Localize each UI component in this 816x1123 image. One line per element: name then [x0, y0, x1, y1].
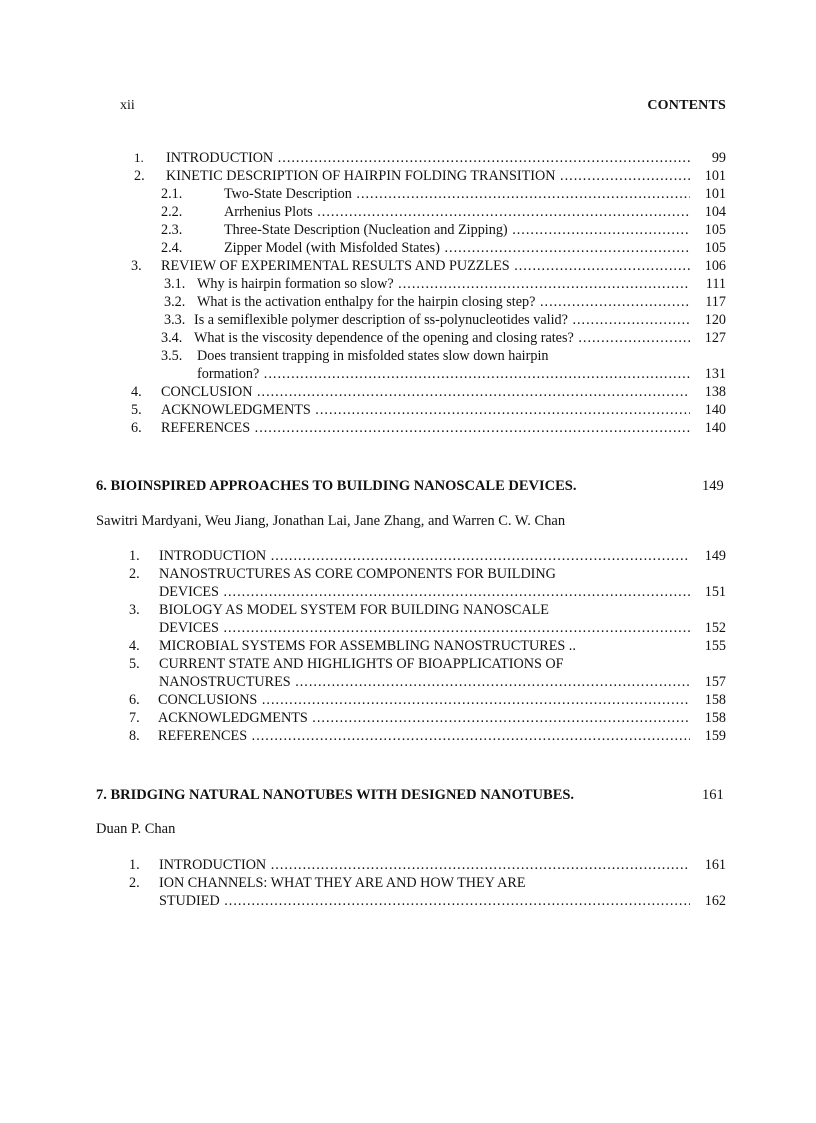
toc-entry-title: REFERENCES ..... [158, 727, 690, 745]
toc-entry-title: NANOSTRUCTURES AS CORE COMPONENTS FOR BUILDING [159, 566, 556, 582]
toc-entry-number: 2. [129, 566, 140, 582]
toc-entry-title: Three-State Description (Nucleation and Zipping) ..... [224, 221, 690, 239]
toc-entry[interactable] [0, 709, 816, 727]
chapter-6-title: BIOINSPIRED APPROACHES TO BUILDING NANOSCALE DEVICES. [110, 478, 577, 494]
toc-entry-number: 3.5. [161, 348, 183, 364]
toc-entry[interactable] [0, 203, 816, 221]
chapter-6-page: 149 [702, 478, 724, 494]
toc-entry[interactable] [0, 619, 816, 637]
toc-entry-title: INTRODUCTION ..... [166, 149, 690, 167]
toc-entry-title: REVIEW OF EXPERIMENTAL RESULTS AND PUZZLES ..... [161, 257, 690, 275]
toc-entry-title: ACKNOWLEDGMENTS ..... [158, 709, 690, 727]
toc-entry-title: STUDIED ..... [159, 892, 690, 910]
toc-entry-number: 2. [134, 168, 145, 184]
toc-entry-page: 152 [704, 620, 726, 636]
toc-entry-number: 3.4. [161, 330, 183, 346]
toc-entry-title: CONCLUSIONS ..... [158, 691, 690, 709]
chapter-6-heading[interactable] [96, 478, 726, 495]
toc-entry-page: 162 [704, 893, 726, 909]
toc-entry-page: 140 [704, 402, 726, 418]
toc-entry-title: CURRENT STATE AND HIGHLIGHTS OF BIOAPPLICATIONS OF [159, 656, 564, 672]
toc-entry-title: INTRODUCTION ..... [159, 856, 690, 874]
toc-entry-number: 5. [129, 656, 140, 672]
chapter-7-number: 7. [96, 787, 107, 803]
toc-entry[interactable] [0, 329, 816, 347]
chapter-6-number: 6. [96, 478, 107, 494]
chapter-7-page: 161 [702, 787, 724, 803]
toc-entry[interactable] [0, 293, 816, 311]
toc-entry-page: 127 [704, 330, 726, 346]
toc-entry-page: 101 [704, 186, 726, 202]
toc-entry-number: 6. [129, 692, 140, 708]
toc-entry-title: Two-State Description ..... [224, 185, 690, 203]
toc-entry-number: 8. [129, 728, 140, 744]
toc-entry[interactable] [0, 565, 816, 583]
toc-section-hairpin [0, 149, 816, 437]
toc-entry-page: 105 [704, 222, 726, 238]
toc-entry-page: 120 [704, 312, 726, 328]
toc-entry[interactable] [0, 655, 816, 673]
toc-entry-page: 161 [704, 857, 726, 873]
toc-entry-number: 6. [131, 420, 142, 436]
toc-entry-number: 7. [129, 710, 140, 726]
toc-entry-title: INTRODUCTION ..... [159, 547, 690, 565]
toc-entry-title: BIOLOGY AS MODEL SYSTEM FOR BUILDING NANOSCALE [159, 602, 549, 618]
toc-entry[interactable] [0, 547, 816, 565]
toc-entry[interactable] [0, 239, 816, 257]
toc-entry[interactable] [0, 257, 816, 275]
toc-entry-title: ION CHANNELS: WHAT THEY ARE AND HOW THEY ARE [159, 875, 526, 891]
toc-entry-number: 3. [131, 258, 142, 274]
toc-entry-page: 157 [704, 674, 726, 690]
chapter-6-authors: Sawitri Mardyani, Weu Jiang, Jonathan Lai, Jane Zhang, and Warren C. W. Chan [96, 513, 566, 529]
chapter-7-authors: Duan P. Chan [96, 821, 176, 837]
toc-entry[interactable] [0, 673, 816, 691]
toc-entry-title: DEVICES ..... [159, 583, 690, 601]
toc-entry-page: 158 [704, 710, 726, 726]
page-number: xii [120, 98, 135, 113]
toc-entry-page: 104 [704, 204, 726, 220]
running-title: CONTENTS [647, 98, 726, 113]
toc-entry-page: 111 [705, 276, 726, 292]
toc-entry[interactable] [0, 347, 816, 365]
toc-entry[interactable] [0, 892, 816, 910]
toc-entry[interactable] [0, 856, 816, 874]
toc-entry-title: What is the viscosity dependence of the opening and closing rates? ..... [194, 329, 690, 347]
toc-entry[interactable] [0, 365, 816, 383]
toc-entry-title: KINETIC DESCRIPTION OF HAIRPIN FOLDING TRANSITION ..... [166, 167, 690, 185]
toc-entry[interactable] [0, 275, 816, 293]
toc-entry[interactable] [0, 727, 816, 745]
toc-entry-number: 1. [129, 857, 140, 873]
toc-entry[interactable] [0, 601, 816, 619]
toc-entry-title: MICROBIAL SYSTEMS FOR ASSEMBLING NANOSTRUCTURES .. [159, 638, 576, 654]
toc-entry-title: NANOSTRUCTURES ..... [159, 673, 690, 691]
toc-entry-page: 117 [705, 294, 726, 310]
toc-entry[interactable] [0, 401, 816, 419]
toc-entry[interactable] [0, 149, 816, 167]
toc-entry-title: Arrhenius Plots ..... [224, 203, 690, 221]
toc-entry-page: 155 [704, 638, 726, 654]
toc-entry[interactable] [0, 185, 816, 203]
toc-entry-page: 158 [704, 692, 726, 708]
toc-entry-page: 101 [704, 168, 726, 184]
toc-entry-page: 151 [704, 584, 726, 600]
toc-entry-title: CONCLUSION ..... [161, 383, 690, 401]
toc-entry[interactable] [0, 383, 816, 401]
toc-entry-title: REFERENCES ..... [161, 419, 690, 437]
chapter-7-heading[interactable] [96, 787, 726, 804]
toc-entry-number: 3.2. [164, 294, 186, 310]
toc-entry-number: 2.2. [161, 204, 183, 220]
toc-entry-title: What is the activation enthalpy for the hairpin closing step? ..... [197, 293, 690, 311]
toc-entry-title: DEVICES ..... [159, 619, 690, 637]
toc-entry-title: formation? ..... [197, 365, 690, 383]
toc-entry-page: 138 [704, 384, 726, 400]
toc-entry[interactable] [0, 419, 816, 437]
toc-entry-title: Zipper Model (with Misfolded States) ..... [224, 239, 690, 257]
toc-entry[interactable] [0, 874, 816, 892]
toc-entry[interactable] [0, 691, 816, 709]
toc-entry-title: ACKNOWLEDGMENTS ..... [161, 401, 690, 419]
toc-entry-page: 149 [704, 548, 726, 564]
toc-entry-number: 2.4. [161, 240, 183, 256]
toc-entry[interactable] [0, 583, 816, 601]
toc-entry-number: 5. [131, 402, 142, 418]
toc-entry[interactable] [0, 637, 816, 655]
toc-entry[interactable] [0, 311, 816, 329]
toc-entry-number: 2.3. [161, 222, 183, 238]
toc-entry-number: 2. [129, 875, 140, 891]
toc-entry-page: 106 [704, 258, 726, 274]
toc-entry[interactable] [0, 221, 816, 239]
toc-entry-number: 2.1. [161, 186, 183, 202]
toc-entry-page: 99 [711, 150, 726, 166]
toc-entry-number: 1. [129, 548, 140, 564]
page-header [120, 98, 726, 114]
toc-entry-number: 3. [129, 602, 140, 618]
toc-entry[interactable] [0, 167, 816, 185]
toc-chapter-7 [0, 856, 816, 910]
toc-entry-page: 131 [704, 366, 726, 382]
toc-entry-number: 3.1. [164, 276, 186, 292]
toc-entry-page: 140 [704, 420, 726, 436]
chapter-7-title: BRIDGING NATURAL NANOTUBES WITH DESIGNED NANOTUBES. [110, 787, 575, 803]
toc-entry-title: Why is hairpin formation so slow? ..... [197, 275, 690, 293]
toc-entry-title: Does transient trapping in misfolded states slow down hairpin [197, 348, 549, 364]
toc-entry-title: Is a semiflexible polymer description of ss-polynucleotides valid? ..... [194, 311, 690, 329]
toc-chapter-6 [0, 547, 816, 745]
toc-entry-number: 4. [131, 384, 142, 400]
toc-entry-page: 105 [704, 240, 726, 256]
toc-entry-page: 159 [704, 728, 726, 744]
toc-entry-number: 1. [134, 150, 144, 165]
toc-entry-number: 3.3. [164, 312, 186, 328]
toc-entry-number: 4. [129, 638, 140, 654]
